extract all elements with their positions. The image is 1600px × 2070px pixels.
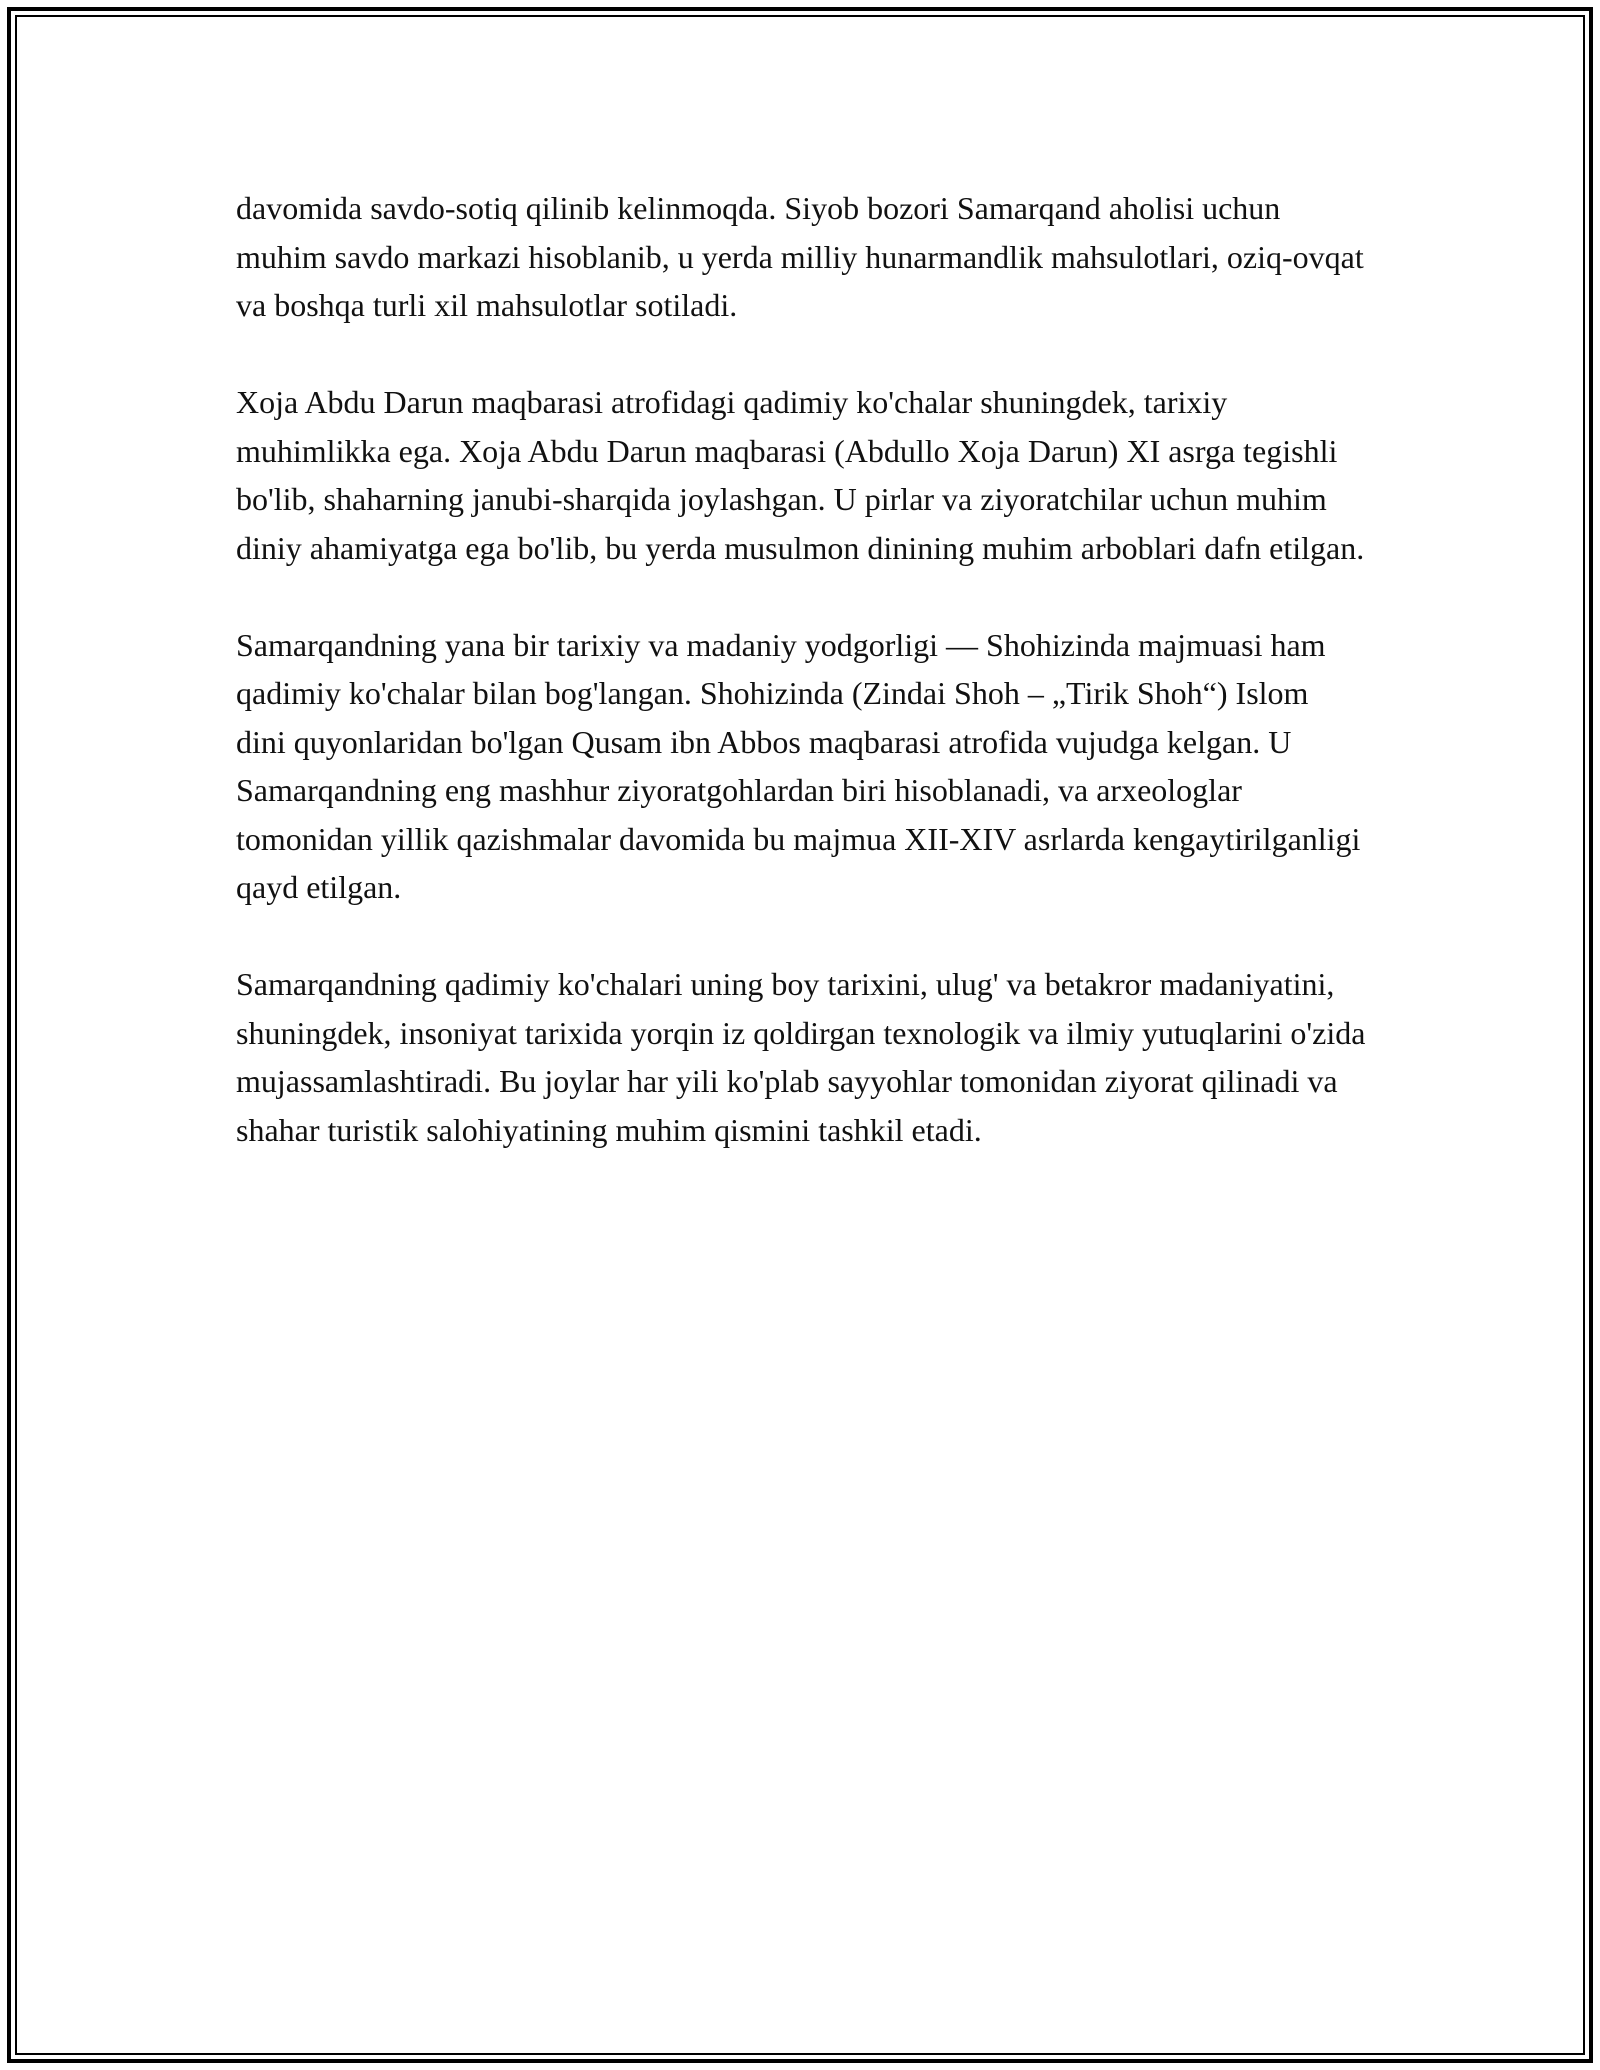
paragraph-conclusion: Samarqandning qadimiy ko'chalari uning boy tarixini, ulug' va betakror madaniyatini, shuningdek, insoniyat tarixida yorqin iz qoldirgan texnologik va ilmiy yutuqlarini o'zida mujassamlashtiradi. Bu joylar har yili ko'plab sayyohlar tomonidan ziyorat qilinadi va shahar turistik salohiyatining muhim qismini tashkil etadi. xyxy=(236,966,1366,1148)
paragraph-siyob-bazaar: davomida savdo-sotiq qilinib kelinmoqda. Siyob bozori Samarqand aholisi uchun muhim savdo markazi hisoblanib, u yerda milliy hunarmandlik mahsulotlari, oziq-ovqat va boshqa turli xil mahsulotlar sotiladi. xyxy=(236,190,1364,323)
document-body xyxy=(236,184,1366,1203)
paragraph-xoja-abdu-darun: Xoja Abdu Darun maqbarasi atrofidagi qadimiy ko'chalar shuningdek, tarixiy muhimlikka ega. Xoja Abdu Darun maqbarasi (Abdullo Xoja Darun) XI asrga tegishli bo'lib, shaharning janubi-sharqida joylashgan. U pirlar va ziyoratchilar uchun muhim diniy ahamiyatga ega bo'lib, bu yerda musulmon dinining muhim arboblari dafn etilgan. xyxy=(236,384,1365,566)
paragraph-shohizinda: Samarqandning yana bir tarixiy va madaniy yodgorligi — Shohizinda majmuasi ham qadimiy ko'chalar bilan bog'langan. Shohizinda (Zindai Shoh – „Tirik Shoh“) Islom dini quyonlaridan bo'lgan Qusam ibn Abbos maqbarasi atrofida vujudga kelgan. U Samarqandning eng mashhur ziyoratgohlardan biri hisoblanadi, va arxeologlar tomonidan yillik qazishmalar davomida bu majmua XII-XIV asrlarda kengaytirilganligi qayd etilgan. xyxy=(236,626,1361,905)
